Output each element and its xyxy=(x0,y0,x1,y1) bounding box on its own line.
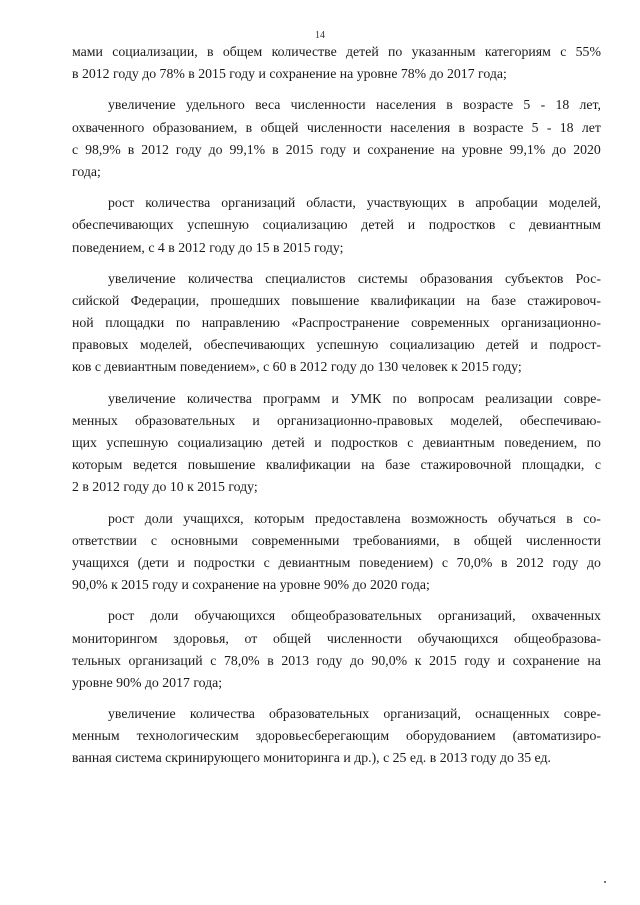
word: веса xyxy=(255,97,281,113)
word: (дети xyxy=(137,554,169,570)
word: девиантным xyxy=(422,435,495,450)
word: - xyxy=(546,119,552,135)
word: предоставлена xyxy=(314,510,401,526)
word: 78,0% xyxy=(223,652,260,668)
document-body xyxy=(72,41,601,770)
word: с xyxy=(441,554,448,570)
word: сохранение xyxy=(512,652,580,668)
text-line xyxy=(72,605,601,627)
word: количества xyxy=(186,390,252,406)
word: на xyxy=(361,457,375,473)
word: моделей, xyxy=(548,195,601,211)
paragraph xyxy=(72,41,601,85)
word: успешную xyxy=(187,217,249,233)
word: Рос- xyxy=(575,270,601,286)
word: реализации xyxy=(485,390,553,406)
text-line xyxy=(72,94,601,116)
word: субъектов xyxy=(504,270,564,286)
word: детей xyxy=(361,217,394,233)
word: увеличение xyxy=(108,390,176,406)
word: от xyxy=(244,630,258,646)
word: моделей, xyxy=(450,412,503,428)
word: обеспечиваю- xyxy=(519,412,601,428)
word: - xyxy=(540,97,546,113)
word: 2013 xyxy=(281,652,309,668)
word: поведением, xyxy=(504,435,578,450)
word: обучаться xyxy=(498,510,556,526)
word: до xyxy=(586,554,601,570)
word: возможность xyxy=(411,510,488,526)
word: организаций xyxy=(221,195,296,211)
text-line xyxy=(72,268,601,290)
word: с xyxy=(407,435,414,450)
word: учащихся xyxy=(72,554,129,570)
word: организаций, xyxy=(438,608,516,624)
paragraph-gap xyxy=(72,85,601,94)
word: организаций, xyxy=(383,706,461,722)
word: здоровьесберегающим xyxy=(255,728,390,744)
word: с xyxy=(509,217,516,233)
word: образованием, xyxy=(152,119,238,135)
paragraph-gap xyxy=(72,499,601,508)
word: и xyxy=(497,652,506,668)
word: и xyxy=(353,141,361,157)
word: общей xyxy=(273,630,312,646)
word: образования xyxy=(419,270,493,286)
word: Федерации, xyxy=(130,292,200,308)
word: возрасте xyxy=(463,97,514,113)
text-line xyxy=(72,725,601,747)
word: повышение xyxy=(187,457,256,473)
word: детей xyxy=(346,44,379,59)
word: социализацию xyxy=(389,337,475,353)
word: году xyxy=(464,652,491,668)
word: в xyxy=(207,44,214,59)
word: лет, xyxy=(579,97,601,113)
word: стажировочной xyxy=(420,457,512,473)
word: системы xyxy=(357,270,408,286)
word: по xyxy=(388,44,403,59)
word: здоровья, xyxy=(173,630,229,646)
word: численности xyxy=(326,630,402,646)
word: с xyxy=(210,652,217,668)
word: подростки xyxy=(193,554,255,570)
word: моделей, xyxy=(139,337,193,353)
word: уровне xyxy=(461,141,503,157)
word: 2012 xyxy=(141,141,169,157)
word: лет xyxy=(581,119,601,135)
word: девиантным xyxy=(528,217,601,233)
text-line xyxy=(72,747,601,769)
text-line xyxy=(72,214,601,236)
word: количества xyxy=(145,195,211,211)
word: и xyxy=(407,217,416,233)
word: и xyxy=(331,390,339,406)
text-line xyxy=(72,432,601,454)
text-line xyxy=(72,41,601,63)
word: увеличение xyxy=(108,270,176,286)
word: году xyxy=(552,554,579,570)
word: охваченных xyxy=(531,608,601,624)
text-line xyxy=(72,410,601,432)
word: оборудованием xyxy=(406,728,496,744)
paragraph xyxy=(72,94,601,183)
word: в xyxy=(127,141,135,157)
scan-speck xyxy=(604,881,606,883)
word: 70,0% xyxy=(456,554,493,570)
word: 2015 xyxy=(285,141,314,157)
word: мами xyxy=(72,44,103,59)
paragraph xyxy=(72,605,601,694)
word: базе xyxy=(385,457,410,473)
text-line xyxy=(72,454,601,476)
line-text: ков с девиантным поведением», с 60 в 2012 году до 130 человек к 2015 году; xyxy=(72,359,522,375)
paragraph xyxy=(72,508,601,597)
word: 2020 xyxy=(573,141,601,157)
word: программ xyxy=(263,390,321,406)
word: сохранение xyxy=(367,141,435,157)
text-line xyxy=(72,139,601,161)
word: охваченного xyxy=(72,119,145,135)
word: успешную xyxy=(106,435,169,450)
word: 18 xyxy=(559,119,574,135)
paragraph-gap xyxy=(72,379,601,388)
word: правовых xyxy=(72,337,129,353)
paragraph xyxy=(72,268,601,379)
word: современных xyxy=(411,315,490,331)
paragraph-gap xyxy=(72,694,601,703)
word: щих xyxy=(72,435,97,450)
word: площадки xyxy=(105,315,165,331)
word: квалификации xyxy=(265,457,351,473)
word: до xyxy=(349,652,364,668)
word: образовательных xyxy=(134,412,236,428)
word: сийской xyxy=(72,292,120,308)
word: 99,1% xyxy=(509,141,546,157)
word: обучающихся xyxy=(417,630,499,646)
text-line xyxy=(72,530,601,552)
word: организационно-правовых xyxy=(276,412,434,428)
word: общем xyxy=(222,44,263,59)
word: квалификации xyxy=(370,292,456,308)
word: площадки, xyxy=(521,457,585,473)
word: и xyxy=(530,337,538,353)
word: возрасте xyxy=(473,119,524,135)
word: 99,1% xyxy=(229,141,266,157)
word: по xyxy=(175,315,191,331)
word: по xyxy=(392,390,407,406)
word: области, xyxy=(306,195,356,211)
word: в xyxy=(566,510,573,526)
word: совре- xyxy=(563,706,601,722)
word: тельных xyxy=(72,652,121,668)
word: населения xyxy=(375,97,436,113)
word: категориям xyxy=(484,44,551,59)
word: на xyxy=(441,141,455,157)
word: основными xyxy=(170,532,238,548)
line-text: в 2012 году до 78% в 2015 году и сохранение на уровне 78% до 2017 года; xyxy=(72,66,507,82)
word: специалистов xyxy=(265,270,346,286)
word: увеличение xyxy=(108,706,176,722)
word: численности xyxy=(290,97,366,113)
word: и xyxy=(314,435,322,450)
word: детей xyxy=(272,435,305,450)
word: менным xyxy=(72,728,120,744)
word: общей xyxy=(260,119,299,135)
text-line xyxy=(72,552,601,574)
word: с xyxy=(560,44,567,59)
text-line xyxy=(72,192,601,214)
word: и xyxy=(252,412,260,428)
word: поведением) xyxy=(359,554,434,570)
line-text: года; xyxy=(72,163,101,179)
word: социализацию xyxy=(262,217,348,233)
word: увеличение xyxy=(108,97,176,113)
word: по xyxy=(586,435,601,450)
word: ной xyxy=(72,315,94,331)
word: с xyxy=(150,532,157,548)
line-text: ванная система скринирующего мониторинга и др.), с 25 ед. в 2013 году до 35 ед. xyxy=(72,750,551,766)
word: со- xyxy=(583,510,601,526)
text-line xyxy=(72,63,601,85)
word: вопросам xyxy=(418,390,474,406)
text-line xyxy=(72,672,601,694)
word: удельного xyxy=(185,97,245,113)
word: организаций xyxy=(128,652,203,668)
word: численности xyxy=(525,532,601,548)
word: участвующих xyxy=(366,195,447,211)
word: в xyxy=(458,119,465,135)
word: требованиями, xyxy=(353,532,440,548)
word: повышение xyxy=(291,292,360,308)
word: численности xyxy=(306,119,382,135)
text-line xyxy=(72,237,601,259)
paragraph xyxy=(72,388,601,499)
word: к xyxy=(414,652,422,668)
word: указанным xyxy=(411,44,476,59)
word: с xyxy=(72,141,79,157)
word: 90,0% xyxy=(371,652,408,668)
word: в xyxy=(446,97,453,113)
word: в xyxy=(267,652,274,668)
text-line xyxy=(72,703,601,725)
word: с xyxy=(263,554,270,570)
text-line xyxy=(72,476,601,498)
word: доли xyxy=(144,510,173,526)
word: совре- xyxy=(563,390,601,406)
word: рост xyxy=(108,510,135,526)
word: ответствии xyxy=(72,532,137,548)
word: технологическим xyxy=(136,728,239,744)
word: апробации xyxy=(475,195,538,211)
word: до xyxy=(552,141,567,157)
text-line xyxy=(72,356,601,378)
word: 5 xyxy=(523,97,531,113)
word: обеспечивающих xyxy=(203,337,306,353)
word: подрост- xyxy=(549,337,601,353)
paragraph-gap xyxy=(72,183,601,192)
text-line xyxy=(72,290,601,312)
word: обеспечивающих xyxy=(72,217,174,233)
word: (автоматизиро- xyxy=(512,728,601,744)
word: обучающихся xyxy=(194,608,276,624)
text-line xyxy=(72,117,601,139)
word: детей xyxy=(486,337,519,353)
word: успешную xyxy=(316,337,379,353)
word: 18 xyxy=(555,97,570,113)
word: базе xyxy=(491,292,516,308)
word: ведется xyxy=(132,457,178,473)
line-text: 2 в 2012 году до 10 к 2015 году; xyxy=(72,479,258,495)
word: подростков xyxy=(428,217,496,233)
word: с xyxy=(594,457,601,473)
word: общеобразовательных xyxy=(291,608,422,624)
word: в xyxy=(453,532,460,548)
word: количества xyxy=(187,270,253,286)
word: 5 xyxy=(531,119,539,135)
word: на xyxy=(466,292,480,308)
word: рост xyxy=(108,608,135,624)
word: современными xyxy=(251,532,340,548)
word: 2015 xyxy=(429,652,457,668)
word: «Распространение xyxy=(291,315,400,331)
text-line xyxy=(72,574,601,596)
word: году xyxy=(316,652,343,668)
word: организационно- xyxy=(501,315,601,331)
word: в xyxy=(272,141,279,157)
word: 2012 xyxy=(516,554,544,570)
word: в xyxy=(501,554,508,570)
word: доли xyxy=(150,608,179,624)
word: оснащенных xyxy=(475,706,550,722)
word: общеобразова- xyxy=(514,630,601,646)
text-line xyxy=(72,161,601,183)
text-line xyxy=(72,388,601,410)
text-line xyxy=(72,508,601,530)
paragraph-gap xyxy=(72,596,601,605)
word: общей xyxy=(473,532,512,548)
word: количестве xyxy=(271,44,337,59)
text-line xyxy=(72,628,601,650)
word: образовательных xyxy=(269,706,370,722)
word: которым xyxy=(72,457,123,473)
word: 98,9% xyxy=(85,141,121,157)
line-text: уровне 90% до 2017 года; xyxy=(72,674,223,690)
word: и xyxy=(177,554,185,570)
word: стажировоч- xyxy=(527,292,601,308)
word: социализации, xyxy=(112,44,198,59)
word: которым xyxy=(254,510,305,526)
word: году xyxy=(175,141,202,157)
line-text: 90,0% к 2015 году и сохранение на уровне 90% до 2020 года; xyxy=(72,577,430,593)
word: менных xyxy=(72,412,118,428)
text-line xyxy=(72,650,601,672)
paragraph xyxy=(72,192,601,259)
word: количества xyxy=(189,706,255,722)
word: девиантным xyxy=(278,554,351,570)
word: рост xyxy=(108,195,135,211)
word: населения xyxy=(390,119,451,135)
text-line xyxy=(72,312,601,334)
word: прошедших xyxy=(210,292,281,308)
word: году xyxy=(320,141,347,157)
word: учащихся, xyxy=(183,510,244,526)
line-text: поведением, с 4 в 2012 году до 15 в 2015 году; xyxy=(72,239,344,255)
paragraph xyxy=(72,703,601,770)
word: в xyxy=(457,195,465,211)
word: мониторингом xyxy=(72,630,158,646)
word: 55% xyxy=(575,44,601,59)
word: подростков xyxy=(331,435,398,450)
word: до xyxy=(208,141,223,157)
word: на xyxy=(587,652,601,668)
paragraph-gap xyxy=(72,259,601,268)
word: УМК xyxy=(350,390,382,406)
text-line xyxy=(72,334,601,356)
word: в xyxy=(245,119,253,135)
word: направлению xyxy=(201,315,280,331)
word: социализацию xyxy=(177,435,263,450)
page-number: 14 xyxy=(315,30,325,41)
